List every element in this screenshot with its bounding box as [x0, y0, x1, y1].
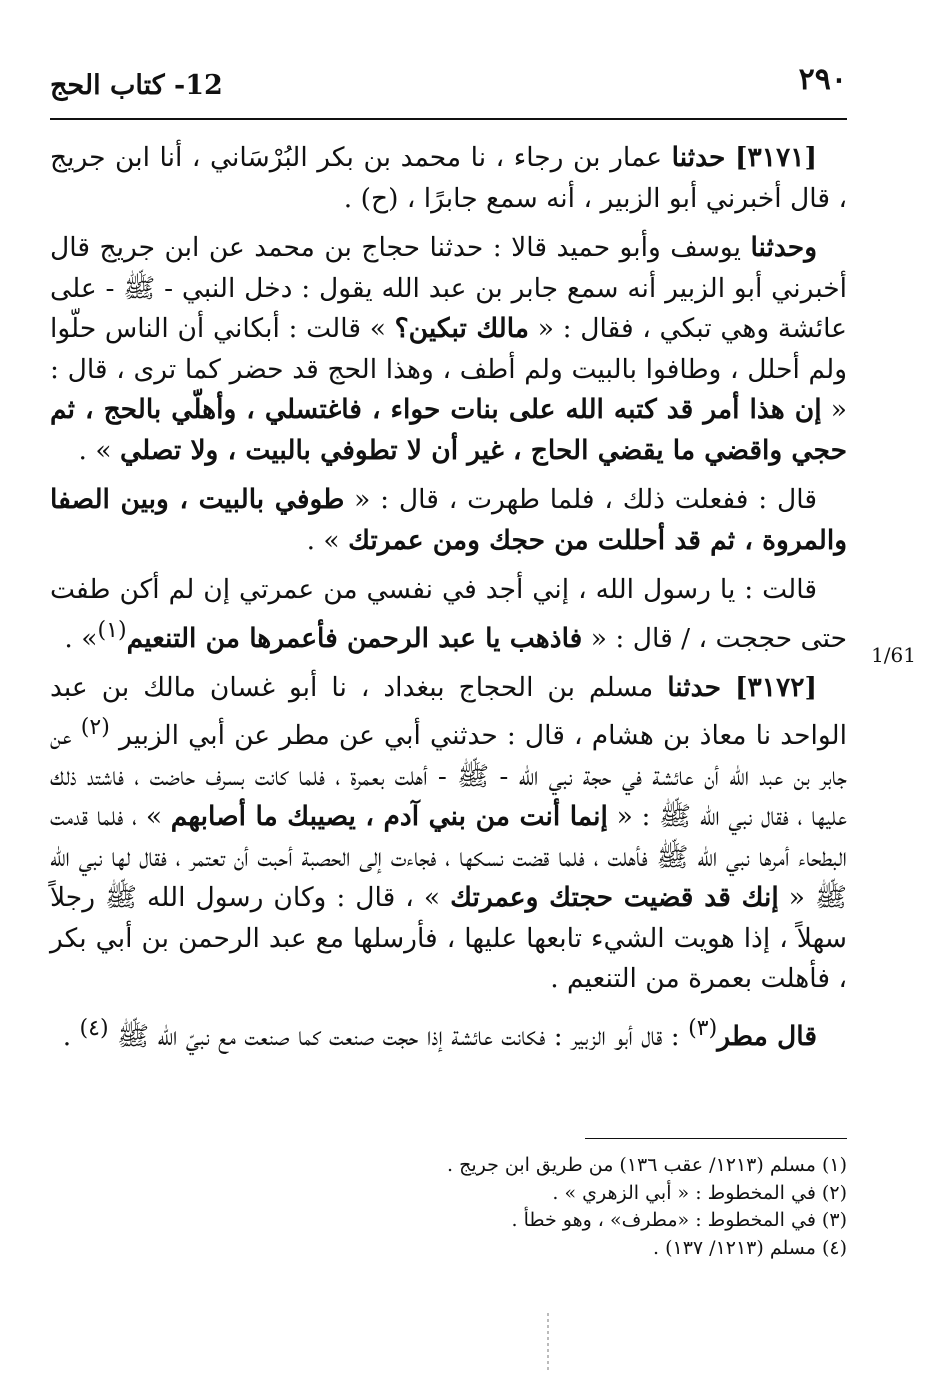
footnote-marker: (١)	[97, 617, 127, 643]
hadith-number: [٣١٧١]	[734, 142, 817, 173]
prophet-quote: إن هذا أمر قد كتبه الله على بنات حواء ، فاغتسلي ، وأهلّي بالحج ، ثم حجي واقضي ما يقضي الحاج ، غير أن لا تطوفي بالبيت ، ولا تصلي	[50, 394, 847, 466]
footnote-4: (٤) مسلم (١٢١٣/ ١٣٧) .	[652, 1236, 847, 1259]
hadith-text: قال : ففعلت ذلك ، فلما طهرت ، قال : «	[344, 484, 817, 515]
hadith-text: » .	[78, 434, 120, 466]
page-number: ٢٩٠	[798, 62, 847, 97]
prophet-quote: إنك قد قضيت حجتك وعمرتك	[450, 882, 779, 914]
page-header	[50, 58, 847, 120]
prophet-quote: طوفي بالبيت ، وبين الصفا والمروة ، ثم قد أحللت من حجك ومن عمرتك	[50, 484, 847, 556]
margin-reference: 1/61	[871, 643, 916, 667]
hadith-text: يوسف وأبو حميد قالا : حدثنا حجاج بن محمد عن ابن جريج قال أخبرني أبو الزبير أنه سمع جابر بن عبد الله يقول : دخل النبي - ﷺ - على عائشة وهي تبكي ، فقال : «	[50, 232, 847, 344]
hadith-text: » .	[306, 524, 349, 556]
hadith-text: » ، قال : وكان رسول الله ﷺ رجلاً سهلاً ، إذا هويت الشيء تابعها عليها ، فأرسلها مع عبد الرحمن بن أبي بكر ، فأهلت بعمرة من التنعيم .	[50, 882, 847, 995]
hadith-text: » ، فلما قدمت البطحاء أمرها نبي الله ﷺ فأهلت ، فلما قضت نسكها ، فجاءت إلى الحصبة أحبت أن تعتمر ، فقال لها نبي الله ﷺ «	[50, 801, 848, 914]
hadith-text: : قال أبو الزبير : فكانت عائشة إذا حجت صنعت كما صنعت مع نبيّ الله ﷺ	[108, 1020, 689, 1052]
footnote-marker: (٣)	[688, 1015, 718, 1041]
scan-artifact	[547, 1313, 549, 1373]
book-title: 12- كتاب الحج	[50, 70, 223, 101]
chain-lead: قال مطر	[717, 1020, 817, 1052]
hadith-3171-continuation	[50, 480, 847, 561]
chain-lead: وحدثنا	[750, 232, 817, 263]
hadith-text: عن جابر بن عبد الله أن عائشة في حجة نبي الله - ﷺ - أهلت بعمرة ، فلما كانت بسرف حاضت ، فاشتد ذلك عليها ، فقال نبي الله ﷺ : «	[50, 720, 847, 833]
hadith-3172-addendum	[50, 1009, 847, 1057]
chain-lead: حدثنا	[671, 142, 726, 173]
hadith-3171-second-chain	[50, 228, 847, 471]
main-text	[50, 138, 847, 1066]
prophet-quote: مالك تبكين؟	[394, 313, 530, 344]
prophet-quote: فاذهب يا عبد الرحمن فأعمرها من التنعيم	[126, 622, 583, 654]
hadith-text: قالت : يا رسول الله ، إني أجد في نفسي من عمرتي إن لم أكن طفت حتى حججت ، / قال : «	[50, 574, 847, 654]
footnotes	[50, 1152, 847, 1262]
hadith-text: عمار بن رجاء ، نا محمد بن بكر البُرْسَاني ، أنا ابن جريج ، قال أخبرني أبو الزبير ، أنه سمع جابرًا ، (ح) .	[50, 142, 847, 214]
prophet-quote: إنما أنت من بني آدم ، يصيبك ما أصابهم	[170, 801, 608, 833]
hadith-text: » قالت : أبكاني أن الناس حلّوا ولم أحلل ، وطافوا بالبيت ولم أطف ، وهذا الحج قد حضر كما ترى ، قال : «	[50, 313, 847, 425]
hadith-number: [٣١٧٢]	[734, 671, 817, 703]
hadith-text: .	[62, 1020, 80, 1052]
footnote-2: (٢) في المخطوط : « أبي الزهري » .	[552, 1181, 847, 1204]
hadith-3171	[50, 138, 847, 219]
footnote-marker: (٢)	[80, 715, 110, 741]
footnote-1: (١) مسلم (١٢١٣/ عقب ١٣٦) من طريق ابن جريج .	[447, 1154, 847, 1176]
hadith-3172	[50, 668, 847, 1000]
hadith-text: مسلم بن الحجاج ببغداد ، نا أبو غسان مالك بن عبد الواحد نا معاذ بن هشام ، قال : حدثني أبي عن مطر عن أبي الزبير	[50, 671, 847, 752]
chain-lead: حدثنا	[667, 671, 721, 703]
footnote-marker: (٤)	[79, 1015, 109, 1041]
footnote-3: (٣) في المخطوط : «مطرف» ، وهو خطأ .	[511, 1209, 847, 1231]
hadith-text: » .	[64, 622, 98, 654]
hadith-3171-ending	[50, 570, 847, 659]
footnote-separator	[585, 1138, 847, 1139]
